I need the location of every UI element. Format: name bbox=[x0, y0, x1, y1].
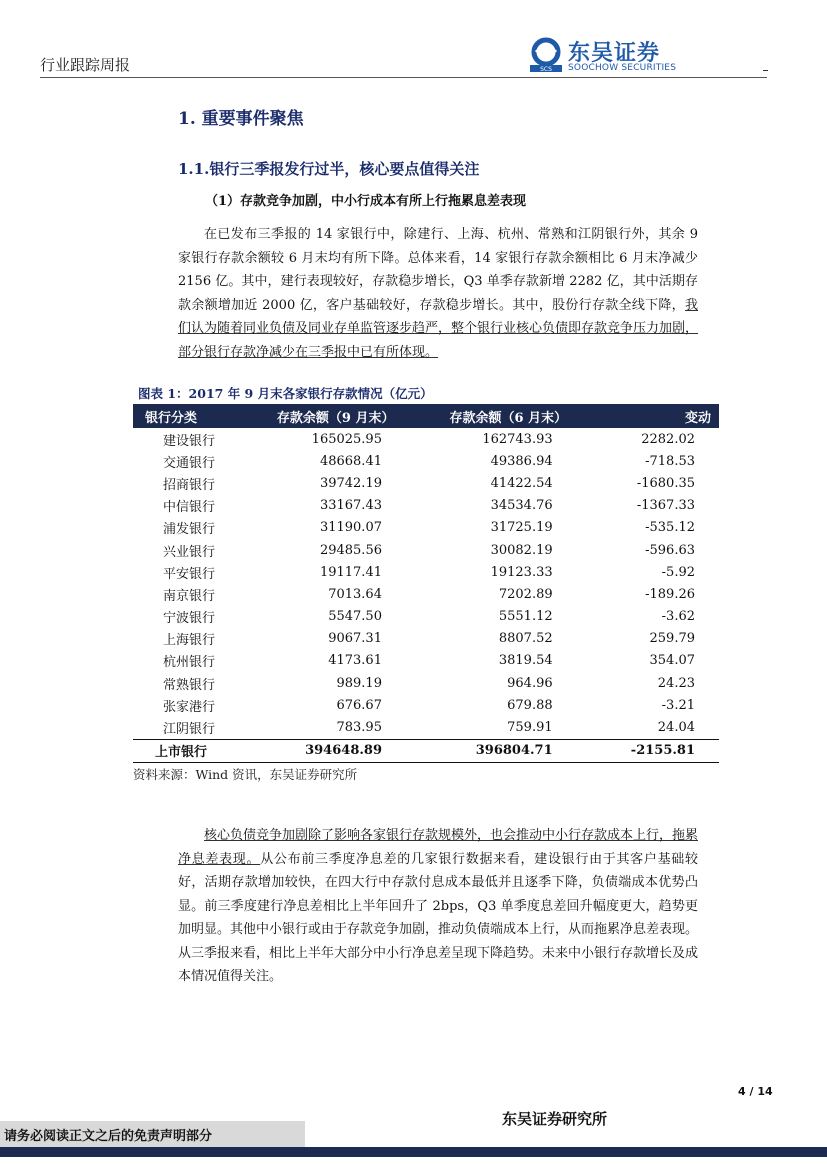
cell-change: 24.04 bbox=[657, 720, 695, 736]
cell-sep-balance: 394648.89 bbox=[249, 739, 422, 762]
cell-sep-balance: 19117.41 bbox=[319, 564, 382, 580]
cell-change: -596.63 bbox=[645, 542, 695, 558]
cell-bank-name: 兴业银行 bbox=[163, 544, 216, 560]
subsection-heading: （1）存款竞争加剧，中小行成本有所上行拖累息差表现 bbox=[205, 194, 527, 209]
header-dash bbox=[763, 70, 768, 71]
paragraph-text: 在已发布三季报的 14 家银行中，除建行、上海、杭州、常熟和江阴银行外，其余 9 家银行存款余额较 6 月末均有所下降。总体来看，14 家银行存款余额相比 6 月末净减少 2156 亿。其中，建行表现较好，存款稳步增长，Q3 单季存款新增 2282 亿，其中活期存款余额增加近 2000 亿，客户基础较好，存款稳步增长。其中，股份行存款全线下降， bbox=[178, 227, 698, 313]
table-row bbox=[133, 450, 719, 472]
cell-sep-balance: 676.67 bbox=[336, 697, 382, 713]
cell-bank-name: 平安银行 bbox=[163, 566, 216, 582]
cell-jun-balance: 34534.76 bbox=[490, 498, 553, 514]
cell-sep-balance: 31190.07 bbox=[319, 520, 382, 536]
cell-jun-balance: 31725.19 bbox=[490, 520, 553, 536]
cell-jun-balance: 964.96 bbox=[507, 675, 553, 691]
table-row bbox=[133, 716, 719, 739]
cell-bank-name: 中信银行 bbox=[163, 500, 216, 516]
cell-jun-balance: 19123.33 bbox=[490, 564, 553, 580]
cell-sep-balance: 39742.19 bbox=[319, 475, 382, 491]
cell-bank-name: 江阴银行 bbox=[163, 722, 216, 738]
cell-jun-balance: 41422.54 bbox=[490, 475, 553, 491]
cell-change: -3.62 bbox=[661, 609, 695, 625]
cell-sep-balance: 29485.56 bbox=[319, 542, 382, 558]
logo-abbr: SCS bbox=[540, 66, 552, 73]
cell-sep-balance: 9067.31 bbox=[328, 631, 382, 647]
cell-change: -1680.35 bbox=[636, 475, 695, 491]
table-row bbox=[133, 517, 719, 539]
cell-jun-balance: 162743.93 bbox=[482, 431, 553, 447]
cell-jun-balance: 30082.19 bbox=[490, 542, 553, 558]
cell-bank-name: 浦发银行 bbox=[163, 522, 216, 538]
column-header-jun: 存款余额（6 月末） bbox=[422, 404, 595, 428]
disclaimer-text: 请务必阅读正文之后的免责声明部分 bbox=[4, 1129, 213, 1144]
cell-sep-balance: 989.19 bbox=[336, 675, 382, 691]
cell-jun-balance: 3819.54 bbox=[498, 653, 553, 669]
table-row bbox=[133, 650, 719, 672]
cell-change: 2282.02 bbox=[641, 431, 695, 447]
logo-name-cn: 东吴证券 bbox=[568, 41, 661, 66]
cell-bank-name: 上海银行 bbox=[163, 633, 216, 649]
section-heading-1-1: 1.1.银行三季报发行过半，核心要点值得关注 bbox=[178, 160, 480, 178]
cell-change: 259.79 bbox=[649, 631, 695, 647]
soochow-logo-icon bbox=[528, 37, 564, 73]
cell-change: -5.92 bbox=[661, 564, 695, 580]
cell-sep-balance: 783.95 bbox=[336, 720, 382, 736]
page-number: 4 / 14 bbox=[738, 1085, 773, 1098]
cell-bank-name: 南京银行 bbox=[163, 588, 216, 604]
cell-sep-balance: 4173.61 bbox=[328, 653, 382, 669]
figure-source: 资料来源：Wind 资讯，东吴证券研究所 bbox=[133, 767, 358, 782]
table-row bbox=[133, 495, 719, 517]
cell-jun-balance: 679.88 bbox=[507, 697, 553, 713]
deposit-table bbox=[133, 404, 719, 763]
cell-sep-balance: 5547.50 bbox=[328, 609, 382, 625]
cell-bank-name: 招商银行 bbox=[163, 477, 216, 493]
cell-change: 354.07 bbox=[649, 653, 695, 669]
footer-bar bbox=[0, 1147, 827, 1157]
cell-sep-balance: 7013.64 bbox=[328, 586, 382, 602]
paragraph-cost-analysis bbox=[178, 824, 698, 989]
cell-sep-balance: 48668.41 bbox=[319, 453, 382, 469]
cell-sep-balance: 33167.43 bbox=[319, 498, 382, 514]
header-divider bbox=[40, 77, 767, 78]
paragraph-underlined-text: 我们认为随着同业负债及同业存单监管逐步趋严，整个银行业核心负债即存款竞争压力加剧，部分银行存款净减少在三季报中已有所体现。 bbox=[178, 297, 699, 360]
cell-change: 24.23 bbox=[657, 675, 695, 691]
table-row bbox=[133, 539, 719, 561]
cell-jun-balance: 396804.71 bbox=[422, 739, 595, 762]
table-row bbox=[133, 583, 719, 605]
cell-change: -718.53 bbox=[645, 453, 695, 469]
cell-bank-name: 交通银行 bbox=[163, 455, 216, 471]
column-header-change: 变动 bbox=[595, 404, 719, 428]
table-row bbox=[133, 472, 719, 494]
paragraph-underlined-text: 核心负债竞争加剧除了影响各家银行存款规模外，也会推动中小行存款成本上行，拖累净息差表现。 bbox=[178, 828, 699, 867]
cell-bank-name: 宁波银行 bbox=[163, 611, 216, 627]
table-row bbox=[133, 628, 719, 650]
report-type-label: 行业跟踪周报 bbox=[40, 56, 131, 74]
table-row bbox=[133, 561, 719, 583]
cell-jun-balance: 8807.52 bbox=[498, 631, 553, 647]
cell-bank-name: 杭州银行 bbox=[163, 655, 216, 671]
logo-name-en: SOOCHOW SECURITIES bbox=[568, 63, 677, 73]
cell-jun-balance: 49386.94 bbox=[490, 453, 553, 469]
table-row bbox=[133, 672, 719, 694]
table-row bbox=[133, 694, 719, 716]
cell-bank-name: 建设银行 bbox=[163, 433, 216, 449]
cell-change: -2155.81 bbox=[595, 739, 719, 762]
column-header-sep: 存款余额（9 月末） bbox=[249, 404, 422, 428]
table-total-row bbox=[133, 739, 719, 762]
cell-bank-name: 常熟银行 bbox=[163, 677, 216, 693]
paragraph-text: 从公布前三季度净息差的几家银行数据来看，建设银行由于其客户基础较好，活期存款增加较快，在四大行中存款付息成本最低并且逐季下降，负债端成本优势凸显。前三季度建行净息差相比上半年回升了 2bps，Q3 单季度息差回升幅度更大，趋势更加明显。其他中小银行或由于存款竞争加剧，推动负债端成本上行，从而拖累净息差表现。从三季报来看，相比上半年大部分中小行净息差呈现下降趋势。未来中小银行存款增长及成本情况值得关注。 bbox=[178, 851, 699, 984]
footer-institute: 东吴证券研究所 bbox=[502, 1110, 608, 1128]
cell-jun-balance: 759.91 bbox=[507, 720, 553, 736]
cell-sep-balance: 165025.95 bbox=[311, 431, 382, 447]
figure-title: 图表 1：2017 年 9 月末各家银行存款情况（亿元） bbox=[138, 386, 433, 401]
cell-bank-name: 张家港行 bbox=[163, 699, 216, 715]
table-header-row bbox=[133, 404, 719, 428]
cell-change: -189.26 bbox=[645, 586, 695, 602]
cell-jun-balance: 7202.89 bbox=[498, 586, 553, 602]
cell-change: -535.12 bbox=[645, 520, 695, 536]
cell-change: -3.21 bbox=[661, 697, 695, 713]
column-header-bank: 银行分类 bbox=[133, 404, 249, 428]
cell-bank-name: 上市银行 bbox=[133, 739, 249, 762]
section-heading-1: 1. 重要事件聚焦 bbox=[178, 109, 304, 129]
cell-jun-balance: 5551.12 bbox=[498, 609, 553, 625]
table-row bbox=[133, 606, 719, 628]
cell-change: -1367.33 bbox=[636, 498, 695, 514]
table-row bbox=[133, 428, 719, 450]
paragraph-deposit-overview bbox=[178, 223, 698, 364]
